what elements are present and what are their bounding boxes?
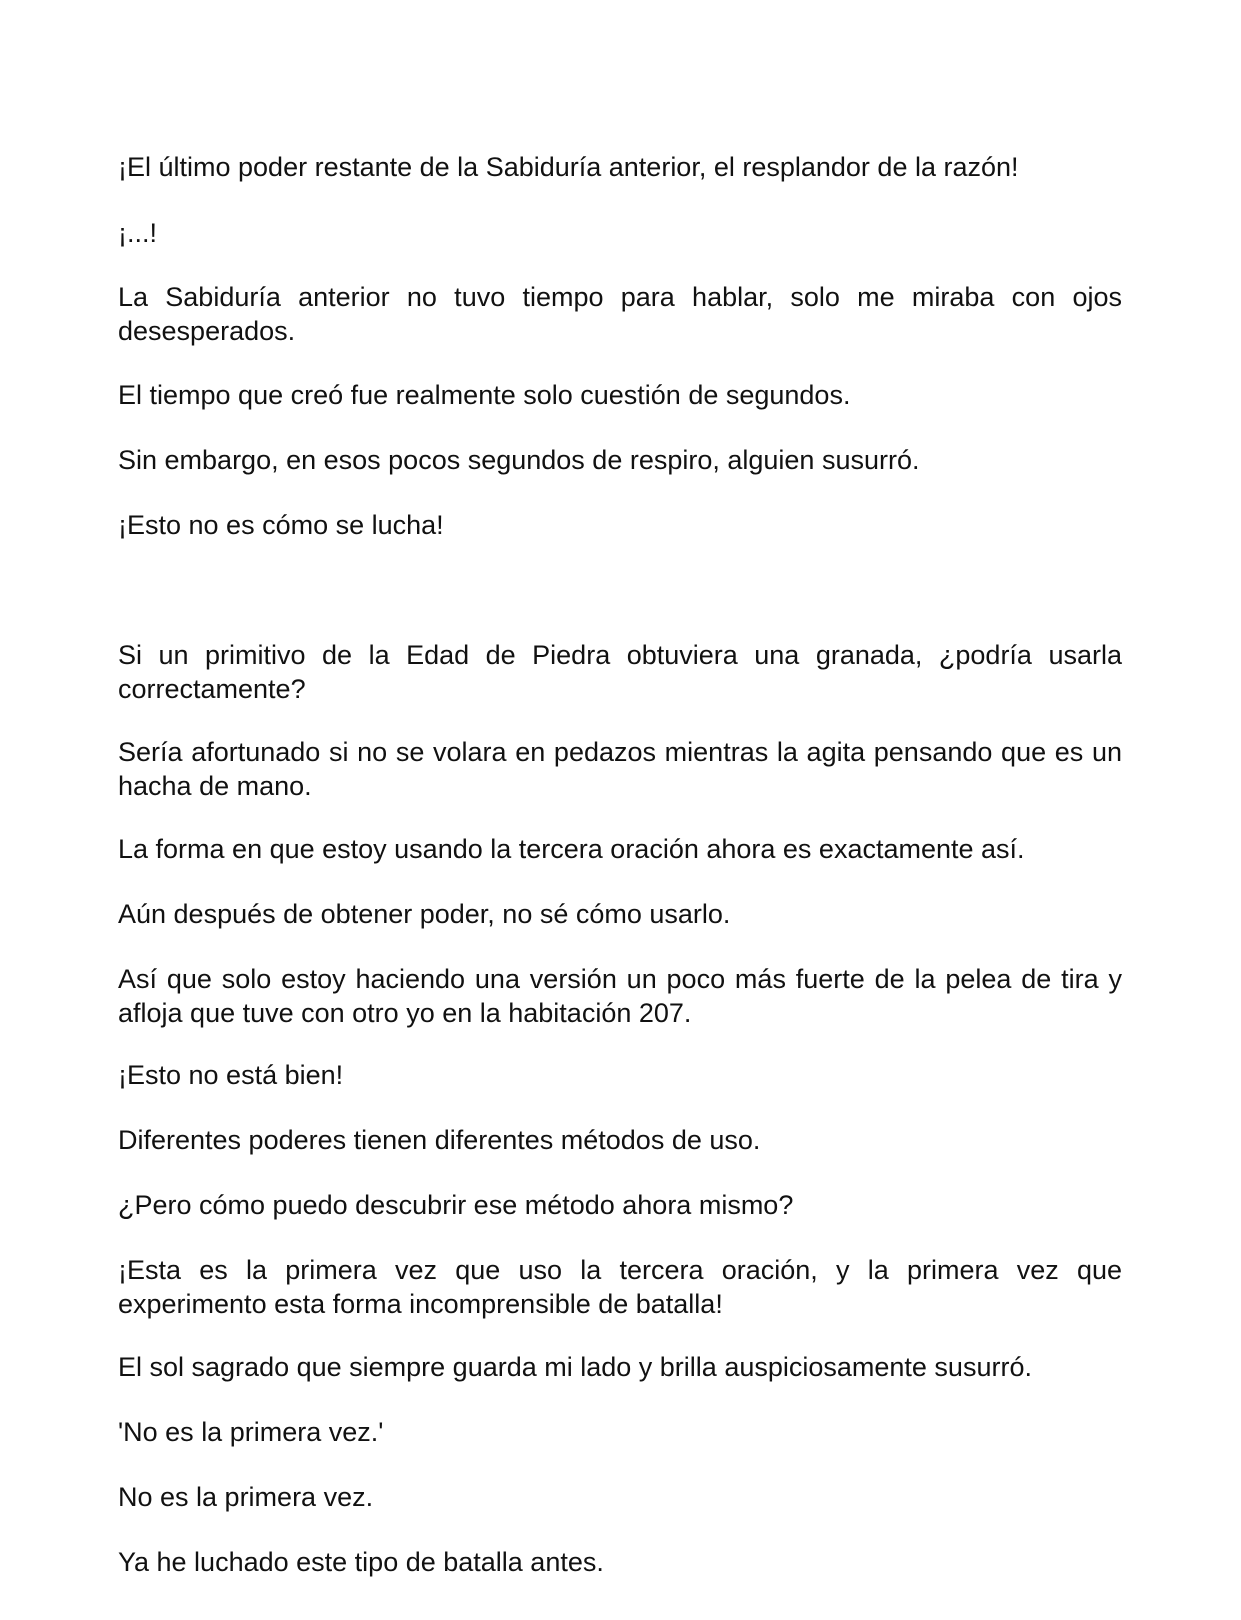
paragraph: ¡El último poder restante de la Sabiduría anterior, el resplandor de la razón! xyxy=(118,152,1019,182)
paragraph: Ya he luchado este tipo de batalla antes. xyxy=(118,1547,604,1577)
paragraph: ¿Pero cómo puedo descubrir ese método ahora mismo? xyxy=(118,1190,794,1220)
paragraph: Sin embargo, en esos pocos segundos de respiro, alguien susurró. xyxy=(118,445,920,475)
paragraph: Si un primitivo de la Edad de Piedra obtuviera una granada, ¿podría usarla correctamente? xyxy=(118,640,1122,704)
paragraph: Aún después de obtener poder, no sé cómo usarlo. xyxy=(118,899,731,929)
paragraph: ¡...! xyxy=(118,218,157,248)
paragraph: Así que solo estoy haciendo una versión un poco más fuerte de la pelea de tira y afloja que tuve con otro yo en la habitación 207. xyxy=(118,964,1122,1028)
paragraph: El tiempo que creó fue realmente solo cuestión de segundos. xyxy=(118,380,851,410)
paragraph: La forma en que estoy usando la tercera oración ahora es exactamente así. xyxy=(118,834,1025,864)
paragraph: Diferentes poderes tienen diferentes métodos de uso. xyxy=(118,1125,761,1155)
paragraph: ¡Esto no es cómo se lucha! xyxy=(118,510,444,540)
paragraph: El sol sagrado que siempre guarda mi lado y brilla auspiciosamente susurró. xyxy=(118,1352,1032,1382)
paragraph: ¡Esta es la primera vez que uso la tercera oración, y la primera vez que experimento esta forma incomprensible de batalla! xyxy=(118,1255,1122,1319)
paragraph: 'No es la primera vez.' xyxy=(118,1417,384,1447)
paragraph: No es la primera vez. xyxy=(118,1482,374,1512)
paragraph: ¡Esto no está bien! xyxy=(118,1060,344,1090)
paragraph: Sería afortunado si no se volara en pedazos mientras la agita pensando que es un hacha de mano. xyxy=(118,737,1122,801)
paragraph: La Sabiduría anterior no tuvo tiempo para hablar, solo me miraba con ojos desesperados. xyxy=(118,282,1122,346)
